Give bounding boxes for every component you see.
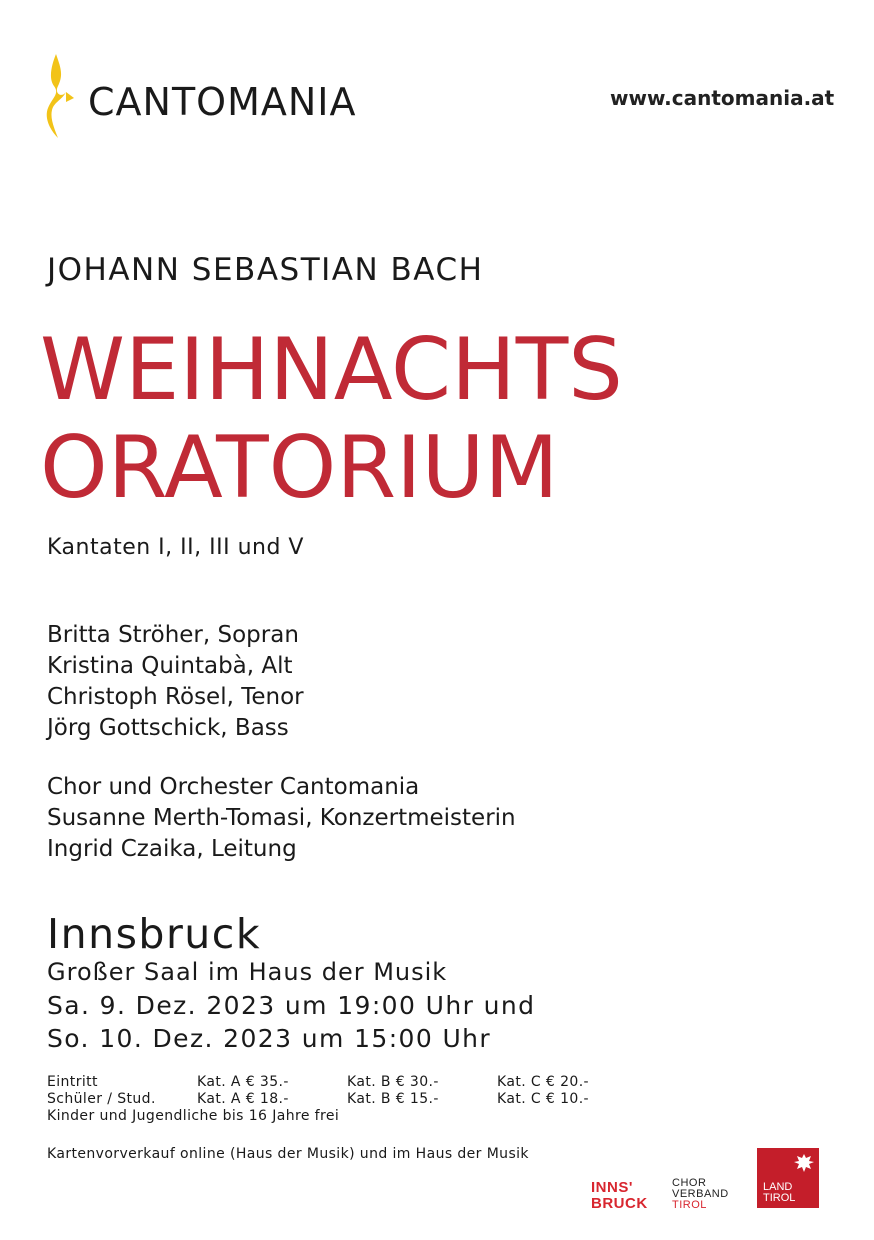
subtitle: Kantaten I, II, III und V [47,535,304,560]
brand-name: CANTOMANIA [88,80,357,124]
price-cat-a: Kat. A € 35.- [197,1074,289,1090]
price-cat-c: Kat. C € 20.- [497,1074,590,1090]
chorverband-logo-line3: TIROL [672,1199,707,1211]
composer-name: JOHANN SEBASTIAN BACH [47,252,484,288]
price-cat-b: Kat. B € 15.- [347,1091,439,1107]
ensemble-list [47,772,516,865]
title-line-1: WEIHNACHTS [40,320,623,420]
price-table [47,1074,590,1125]
innsbruck-logo-line2: BRUCK [591,1195,648,1212]
event-city: Innsbruck [47,910,262,958]
website-link[interactable]: www.cantomania.at [610,86,835,110]
chorverband-logo-line2: VERBAND [672,1188,729,1200]
price-label: Schüler / Stud. [47,1091,156,1107]
event-venue: Großer Saal im Haus der Musik [47,958,448,986]
event-date-2: So. 10. Dez. 2023 um 15:00 Uhr [47,1024,492,1053]
soloists-list [47,620,304,744]
innsbruck-logo [591,1180,657,1214]
chorverband-logo [672,1178,742,1211]
soloist-soprano: Britta Ströher, Sopran [47,622,299,648]
price-cat-a: Kat. A € 18.- [197,1091,289,1107]
price-cat-b: Kat. B € 30.- [347,1074,439,1090]
land-tirol-line1: LAND [763,1181,793,1193]
presale-info: Kartenvorverkauf online (Haus der Musik) und im Haus der Musik [47,1146,529,1162]
land-tirol-line2: TIROL [763,1192,796,1204]
ensemble-conductor: Ingrid Czaika, Leitung [47,836,297,862]
chorverband-logo-line1: CHOR [672,1177,707,1189]
land-tirol-logo [757,1148,819,1208]
ensemble-concertmaster: Susanne Merth-Tomasi, Konzertmeisterin [47,805,516,831]
free-admission-note: Kinder und Jugendliche bis 16 Jahre frei [47,1108,340,1124]
price-label: Eintritt [47,1074,98,1090]
soloist-tenor: Christoph Rösel, Tenor [47,684,304,710]
price-cat-c: Kat. C € 10.- [497,1091,590,1107]
price-row [47,1091,590,1108]
ensemble-choir: Chor und Orchester Cantomania [47,774,420,800]
soloist-bass: Jörg Gottschick, Bass [47,715,289,741]
price-row [47,1074,590,1091]
event-date-1: Sa. 9. Dez. 2023 um 19:00 Uhr und [47,991,536,1020]
cantomania-logo-icon [44,52,84,140]
title-line-2: ORATORIUM [40,418,559,518]
soloist-alto: Kristina Quintabà, Alt [47,653,293,679]
tirol-eagle-icon [793,1152,815,1174]
land-tirol-text [763,1182,795,1204]
innsbruck-logo-line1: INNS' [591,1179,633,1196]
